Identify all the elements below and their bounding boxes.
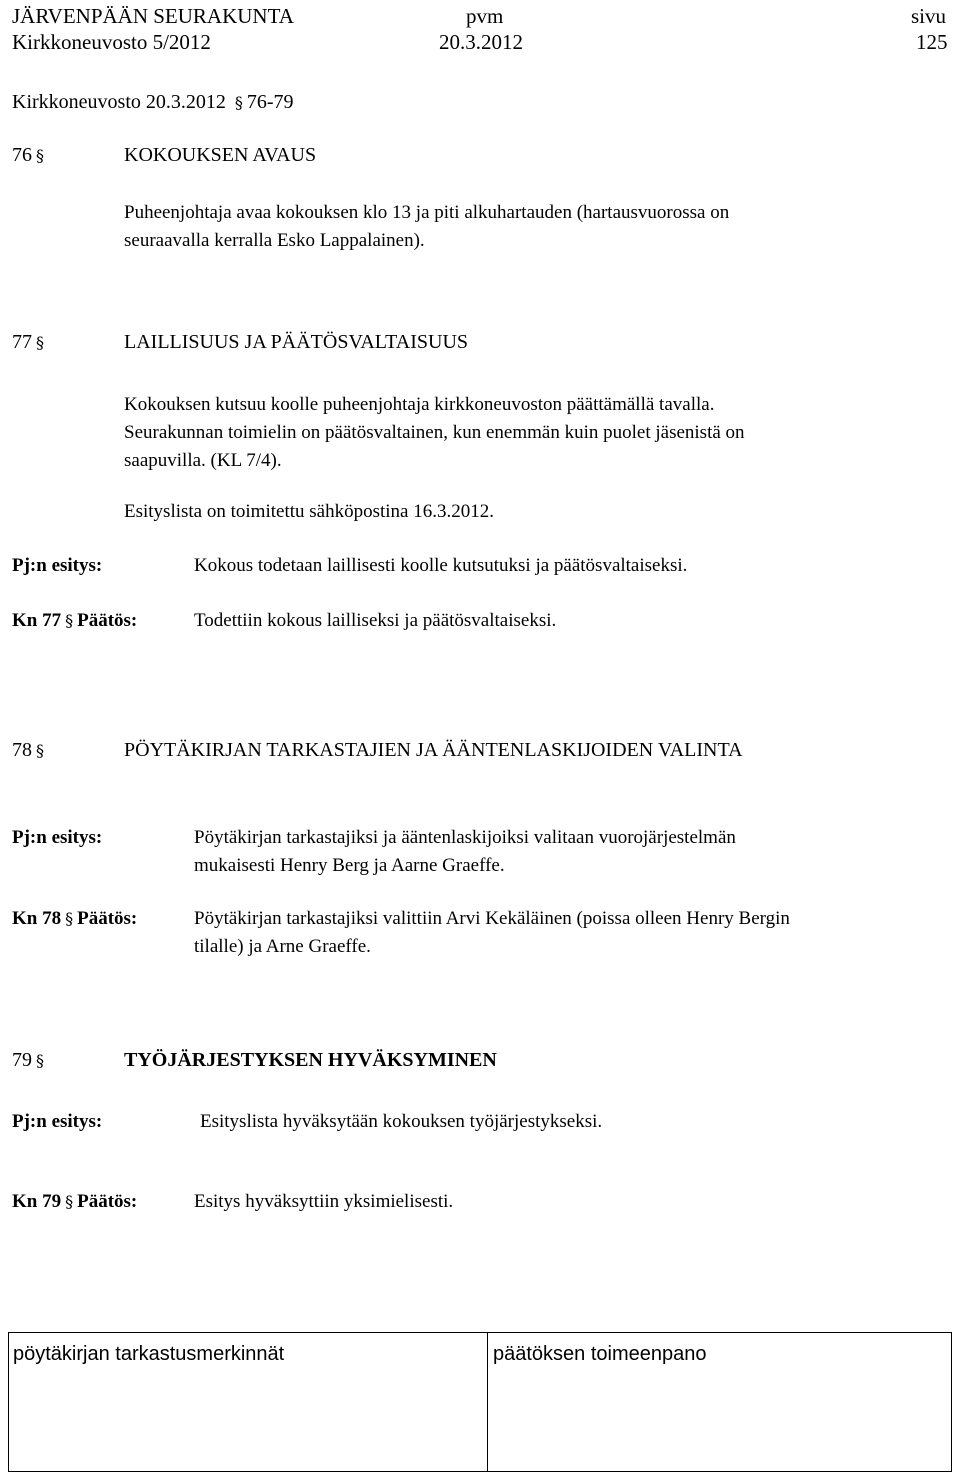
- section-79-heading: [12, 1049, 48, 1072]
- decision-label: [12, 607, 137, 635]
- section-78-proposal: [194, 824, 736, 880]
- body-line: saapuvilla. (KL 7/4).: [124, 450, 282, 471]
- body-line: Kokouksen kutsuu koolle puheenjohtaja kirkkoneuvoston päättämällä tavalla.: [124, 394, 715, 415]
- footer-divider: [487, 1333, 488, 1471]
- section-77-decision: Todettiin kokous lailliseksi ja päätösvaltaiseksi.: [194, 610, 557, 631]
- body-line: Puheenjohtaja avaa kokouksen klo 13 ja piti alkuhartauden (hartausvuorossa on: [124, 202, 730, 223]
- decision-word: Päätös:: [77, 610, 138, 631]
- decision-label: [12, 905, 137, 933]
- decision-line: Pöytäkirjan tarkastajiksi valittiin Arvi Kekäläinen (poissa olleen Henry Bergin: [194, 908, 790, 929]
- section-symbol: §: [36, 146, 44, 165]
- section-76-body: [124, 199, 729, 255]
- document-date: 20.3.2012: [439, 30, 523, 54]
- section-symbol: §: [234, 93, 243, 112]
- section-number: 76: [12, 144, 32, 166]
- section-number: 77: [12, 331, 32, 353]
- section-78-heading: [12, 739, 48, 762]
- section-range-line: [12, 88, 294, 117]
- section-symbol: §: [36, 1051, 44, 1070]
- section-79-proposal: Esityslista hyväksytään kokouksen työjärjestykseksi.: [200, 1111, 603, 1132]
- footer-execution-label: päätöksen toimeenpano: [493, 1343, 707, 1365]
- document-id: Kirkkoneuvosto 5/2012: [12, 30, 211, 54]
- section-symbol: §: [65, 909, 74, 928]
- page-label: sivu: [911, 4, 947, 28]
- section-76-title: KOKOUKSEN AVAUS: [124, 144, 317, 166]
- section-symbol: §: [65, 611, 74, 630]
- decision-prefix: Kn 79: [12, 1191, 62, 1212]
- decision-prefix: Kn 78: [12, 908, 62, 929]
- decision-word: Päätös:: [77, 908, 138, 929]
- section-77-body: [124, 391, 745, 475]
- decision-prefix: Kn 77: [12, 610, 62, 631]
- footer-review-marks-label: pöytäkirjan tarkastusmerkinnät: [13, 1343, 285, 1365]
- page-number: 125: [916, 30, 948, 54]
- proposal-label: Pj:n esitys:: [12, 555, 103, 576]
- date-label: pvm: [466, 4, 504, 28]
- proposal-line: mukaisesti Henry Berg ja Aarne Graeffe.: [194, 855, 505, 876]
- decision-word: Päätös:: [77, 1191, 138, 1212]
- section-77-title: LAILLISUUS JA PÄÄTÖSVALTAISUUS: [124, 331, 469, 353]
- footer-signature-box: [8, 1332, 952, 1472]
- range-line-text: Kirkkoneuvosto 20.3.2012: [12, 91, 226, 113]
- proposal-label: Pj:n esitys:: [12, 1111, 103, 1132]
- section-79-decision: Esitys hyväksyttiin yksimielisesti.: [194, 1191, 454, 1212]
- section-number: 78: [12, 739, 32, 761]
- section-77-note: Esityslista on toimitettu sähköpostina 16.3.2012.: [124, 501, 494, 522]
- section-symbol: §: [36, 333, 44, 352]
- body-line: seuraavalla kerralla Esko Lappalainen).: [124, 230, 425, 251]
- body-line: Seurakunnan toimielin on päätösvaltainen, kun enemmän kuin puolet jäsenistä on: [124, 422, 745, 443]
- decision-line: tilalle) ja Arne Graeffe.: [194, 936, 371, 957]
- section-symbol: §: [36, 741, 44, 760]
- decision-label: [12, 1188, 137, 1216]
- section-number: 79: [12, 1049, 32, 1071]
- range-line-range: 76-79: [246, 91, 294, 113]
- section-79-title: TYÖJÄRJESTYKSEN HYVÄKSYMINEN: [124, 1049, 497, 1071]
- section-symbol: §: [65, 1192, 74, 1211]
- proposal-line: Pöytäkirjan tarkastajiksi ja ääntenlaskijoiksi valitaan vuorojärjestelmän: [194, 827, 736, 848]
- proposal-label: Pj:n esitys:: [12, 827, 103, 848]
- section-76-heading: [12, 144, 48, 167]
- section-77-proposal: Kokous todetaan laillisesti koolle kutsutuksi ja päätösvaltaiseksi.: [194, 555, 688, 576]
- section-78-title: PÖYTÄKIRJAN TARKASTAJIEN JA ÄÄNTENLASKIJOIDEN VALINTA: [124, 739, 743, 761]
- section-78-decision: [194, 905, 790, 961]
- section-77-heading: [12, 331, 48, 354]
- organization-name: JÄRVENPÄÄN SEURAKUNTA: [12, 4, 294, 28]
